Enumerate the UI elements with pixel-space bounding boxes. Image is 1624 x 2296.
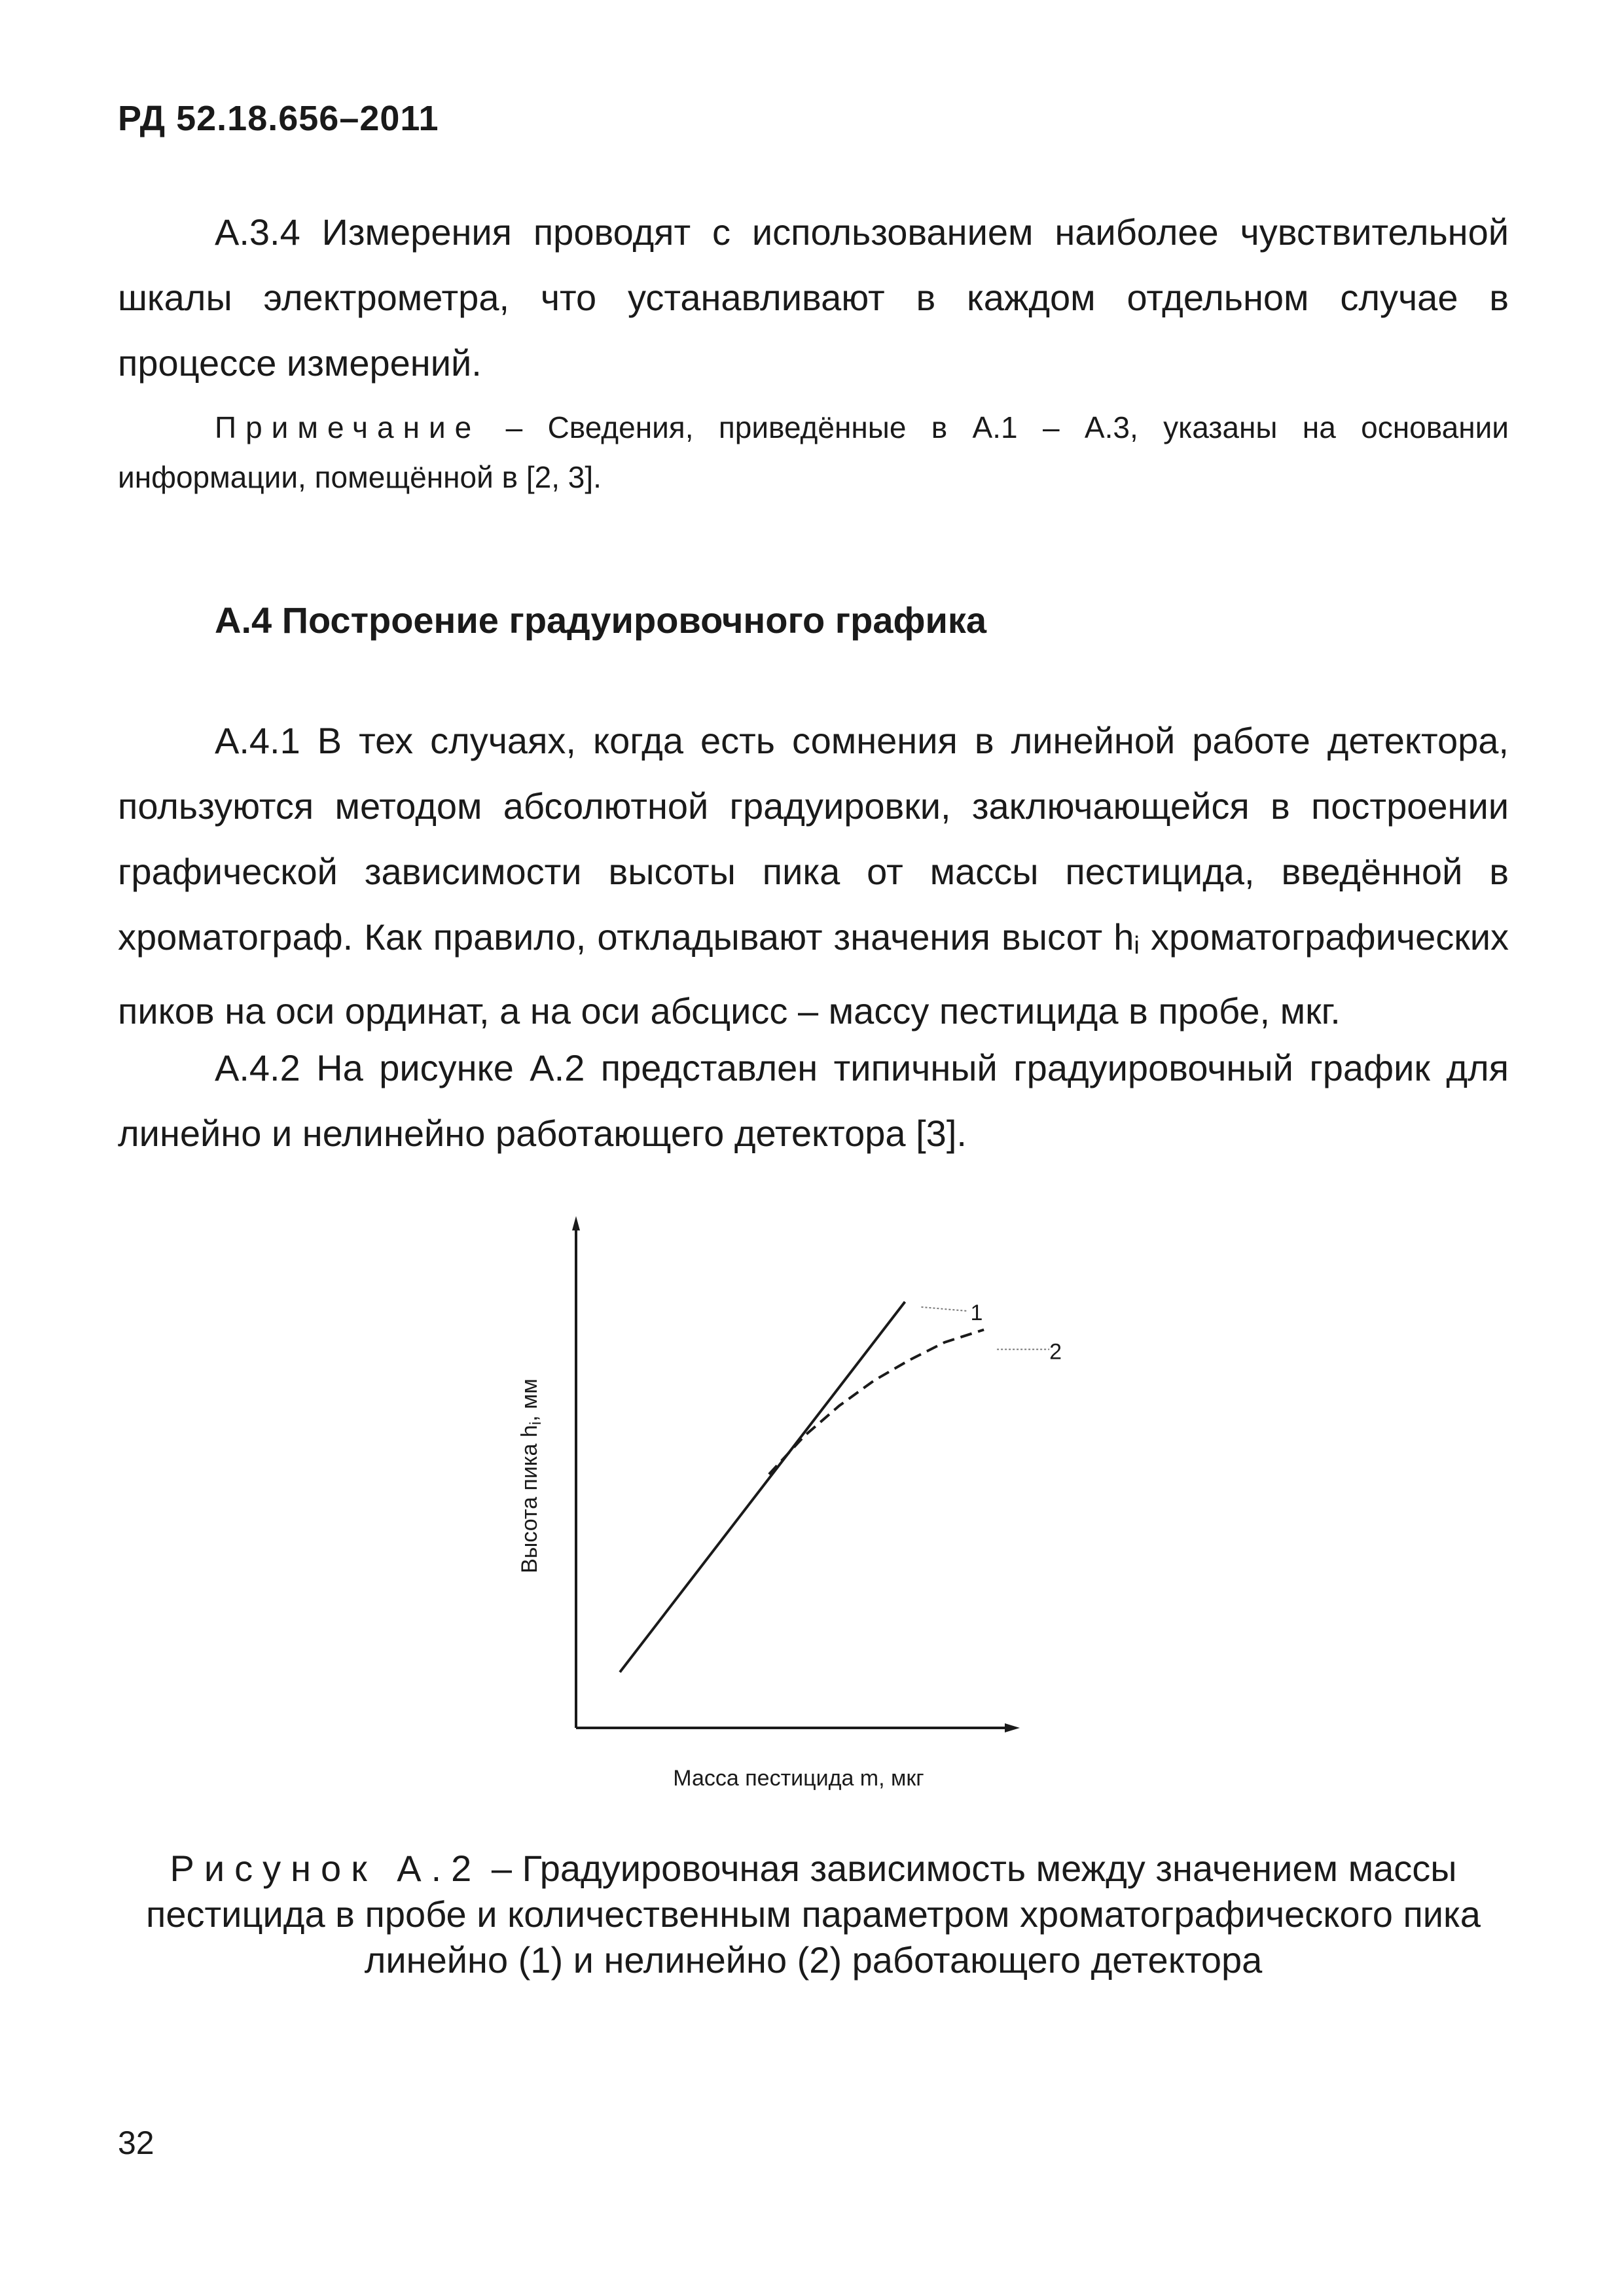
paragraph-a-4-2: А.4.2 На рисунке А.2 представлен типичный градуировочный график для линейно и нелинейно работающего детектора [3]. <box>118 1047 1509 1154</box>
y-axis-arrow <box>572 1216 580 1230</box>
series-label-2: 2 <box>1049 1339 1062 1365</box>
series-label-1: 1 <box>970 1300 983 1325</box>
paragraph-a-4-1-text: А.4.1 В тех случаях, когда есть сомнения в линейной работе детектора, пользуются методом абсолютной градуировки, заключающейся в построении графической зависимости высоты пика от массы пестицида, введённой в хроматограф. Как правило, откладывают значения высот h <box>118 720 1509 958</box>
series-line-2 <box>769 1330 984 1475</box>
caption-text: – Градуировочная зависимость между значением массы пестицида в пробе и количественным параметром хроматографического пика линейно (1) и нелинейно (2) работающего детектора <box>146 1848 1481 1981</box>
paragraph-a-4-1 <box>118 708 1509 1044</box>
document-code: РД 52.18.656–2011 <box>118 99 439 138</box>
paragraph-a-4-1-text-end: хроматографических пиков на оси ординат, а на оси абсцисс – массу пестицида в пробе, мкг. <box>118 916 1509 1031</box>
x-axis-label: Масса пестицида m, мкг <box>673 1766 924 1791</box>
x-axis-arrow <box>1005 1723 1020 1732</box>
chart-svg <box>497 1204 1087 1793</box>
series-line-1 <box>620 1302 905 1672</box>
note-text: – Сведения, приведённые в А.1 – А.3, указаны на основании информации, помещённой в [2, 3]. <box>118 410 1509 494</box>
note <box>118 403 1509 502</box>
paragraph-a-3-4: А.3.4 Измерения проводят с использованием наиболее чувствительной шкалы электрометра, что устанавливают в каждом отдельном случае в процессе измерений. <box>118 211 1509 384</box>
section-heading-a-4: А.4 Построение градуировочного графика <box>215 600 987 641</box>
y-axis-label: Высота пика hi, мм <box>517 1378 545 1573</box>
caption-label: Рисунок А.2 <box>170 1848 482 1889</box>
note-label: Примечание <box>215 410 481 444</box>
page-number: 32 <box>118 2125 154 2161</box>
figure-caption <box>118 1846 1509 1983</box>
series-leader-1 <box>922 1307 967 1311</box>
subscript-i: i <box>1134 932 1140 960</box>
calibration-chart <box>497 1204 1087 1793</box>
